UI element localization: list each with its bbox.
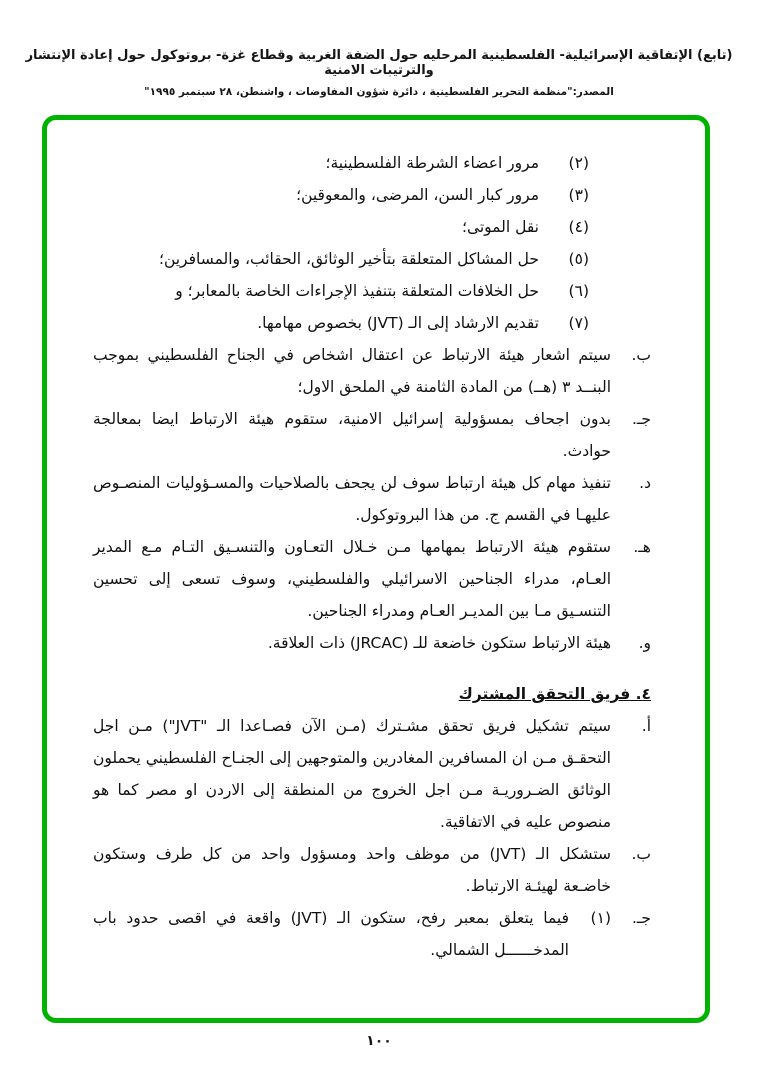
list-item <box>93 275 589 307</box>
document-header <box>0 48 758 98</box>
numbered-list <box>93 147 589 339</box>
item-number: (٣) <box>568 186 589 204</box>
item-number: (٦) <box>568 282 589 300</box>
clause-item <box>93 531 651 627</box>
list-item <box>93 211 589 243</box>
item-text: مرور اعضاء الشرطة الفلسطينية؛ <box>325 154 539 172</box>
clause-item <box>93 627 651 659</box>
item-number: (٤) <box>568 218 589 236</box>
item-number: (٢) <box>568 154 589 172</box>
clause-letter: ب. <box>631 845 651 863</box>
item-text: حل المشاكل المتعلقة بتأخير الوثائق، الحقائب، والمسافرين؛ <box>159 250 539 268</box>
item-text: مرور كبار السن، المرضى، والمعوقين؛ <box>296 186 539 204</box>
clause-item <box>93 710 651 838</box>
list-item <box>93 243 589 275</box>
clause-text: تنفيذ مهام كل هيئة ارتباط سوف لن يجحف بالصلاحيات والمسـؤوليات المنصـوص عليهـا في القسم ج. من هذا البروتوكول. <box>93 474 611 524</box>
document-title: (تابع) الإتفاقية الإسرائيلية- الفلسطينية المرحليه حول الضفة الغربية وقطاع غزة- بروتوكول حول إعادة الإنتشار والترتيبات الامنية <box>25 48 733 78</box>
clause-letter: جـ. <box>631 410 651 428</box>
clause-text: ستشكل الـ (JVT) من موظف واحد ومسؤول واحد من كل طرف وستكون خاضـعة لهيئـة الارتباط. <box>93 845 611 895</box>
clause-letter: جـ. <box>631 909 651 927</box>
clause-text: فيما يتعلق بمعبر رفح، ستكون الـ (JVT) واقعة في اقصى حدود باب المدخــــــل الشمالي. <box>93 909 569 959</box>
green-content-frame <box>42 115 710 1023</box>
clause-text: بدون اجحاف بمسؤولية إسرائيل الامنية، ستقوم هيئة الارتباط ايضا بمعالجة حوادث. <box>93 410 611 460</box>
item-number: (٧) <box>568 314 589 332</box>
section-heading: ٤. فريق التحقق المشترك <box>458 685 651 703</box>
clause-item <box>93 902 651 966</box>
list-item <box>93 307 589 339</box>
clause-letter: أ. <box>641 717 651 735</box>
clause-text: هيئة الارتباط ستكون خاضعة للـ (JRCAC) ذات العلاقة. <box>267 634 611 652</box>
clause-item <box>93 339 651 403</box>
document-source-line: المصدر:"منظمة التحرير الفلسطينية ، دائرة شؤون المفاوضات ، واشنطن، ٢٨ سبتمبر ١٩٩٥" <box>144 86 614 98</box>
clause-letter: د. <box>639 474 651 492</box>
document-body <box>47 120 705 966</box>
item-text: نقل الموتى؛ <box>462 218 539 236</box>
clause-item <box>93 838 651 902</box>
item-number: (٥) <box>568 250 589 268</box>
clause-text: ستقوم هيئة الارتباط بمهامها مـن خـلال التعـاون والتنسـيق التـام مـع المدير العـام، مدراء الجناحين الاسرائيلي والفلسطيني، وسوف تسعى إلى تحسين التنسـيق مـا بين المديـر العـام ومدراء الجناحين. <box>93 538 611 620</box>
clause-letter: هـ. <box>633 538 651 556</box>
sub-item-number: (١) <box>590 909 611 927</box>
clause-text: سيتم اشعار هيئة الارتباط عن اعتقال اشخاص في الجناح الفلسطيني بموجب البنــد ٣ (هــ) من المادة الثامنة في الملحق الاول؛ <box>93 346 611 396</box>
item-text: حل الخلافات المتعلقة بتنفيذ الإجراءات الخاصة بالمعابر؛ و <box>175 282 539 300</box>
clause-item <box>93 403 651 467</box>
clause-letter: و. <box>638 634 651 652</box>
item-text: تقديم الارشاد إلى الـ (JVT) بخصوص مهامها. <box>257 314 539 332</box>
list-item <box>93 147 589 179</box>
page-number: ١٠٠ <box>366 1033 392 1049</box>
clause-item <box>93 467 651 531</box>
clause-text: سيتم تشكيل فريق تحقق مشـترك (مـن الآن فصـاعدا الـ "JVT") مـن اجل التحقـق مـن ان المسافرين المغادرين والمتوجهين إلى الجنـاح الفلسطيني يحملون الوثائق الضـروريـة مـن اجل الخروج من المنطقة إلى الاردن او مصر كما هو منصوص عليه في الاتفاقية. <box>93 717 611 831</box>
list-item <box>93 179 589 211</box>
clause-letter: ب. <box>631 346 651 364</box>
